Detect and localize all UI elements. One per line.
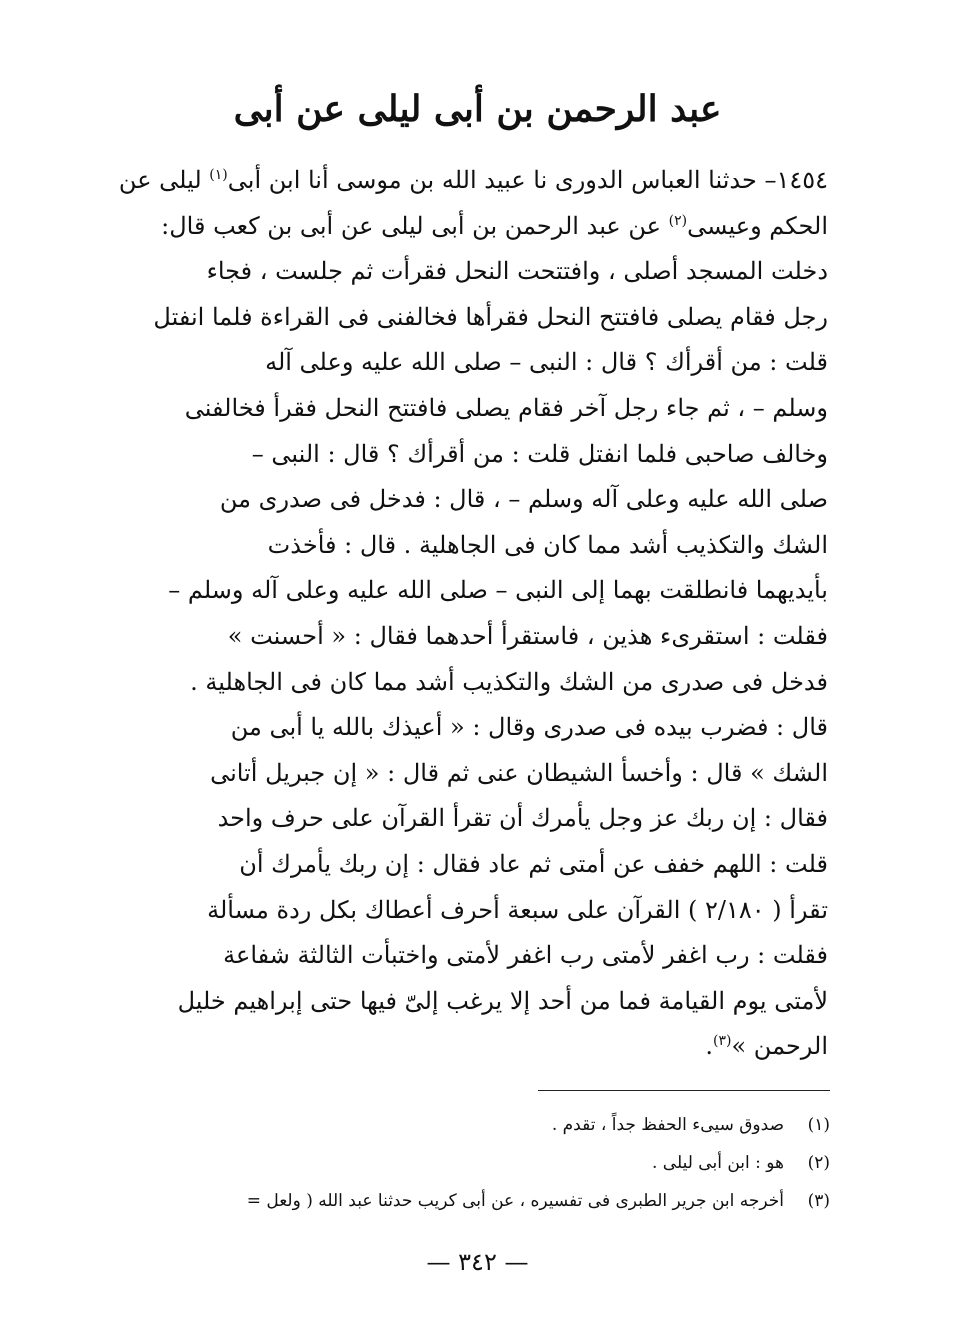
- text-line: لأمتى يوم القيامة فما من أحد إلا يرغب إلىّ فيها حتى إبراهيم خليل: [177, 986, 828, 1015]
- footnote-text: أخرجه ابن جرير الطبرى فى تفسيره ، عن أبى كريب حدثنا عبد الله ( ولعل =: [246, 1191, 784, 1211]
- text-line: دخلت المسجد أصلى ، وافتتحت النحل فقرأت ثم جلست ، فجاء: [206, 257, 828, 286]
- footnote-ref-3: (٣): [713, 1033, 732, 1050]
- page-number: — ٣٤٢ —: [426, 1248, 529, 1276]
- footnote-item: [128, 1182, 830, 1220]
- text-line: [118, 158, 828, 204]
- footnote-text: صدوق سيىء الحفظ جداً ، تقدم .: [551, 1115, 784, 1135]
- text-segment: ليلى عن: [118, 166, 202, 194]
- footnote-item: [128, 1106, 830, 1144]
- page-title: عبد الرحمن بن أبى ليلى عن أبى: [233, 88, 722, 130]
- footnotes: [128, 1106, 830, 1220]
- text-line: بأيديهما فانطلقت بهما إلى النبى – صلى الله عليه وعلى آله وسلم –: [168, 576, 828, 605]
- text-line: فدخل فى صدرى من الشك والتكذيب أشد مما كان فى الجاهلية .: [190, 667, 828, 696]
- text-line: قلت : اللهم خفف عن أمتى ثم عاد فقال : إن ربك يأمرك أن: [239, 849, 828, 878]
- hadith-body: [118, 158, 828, 1070]
- text-line: فقلت : رب اغفر لأمتى رب اغفر لأمتى واختبأت الثالثة شفاعة: [223, 941, 828, 970]
- footnote-divider: [538, 1090, 830, 1091]
- footnote-item: [128, 1144, 830, 1182]
- footnote-number: (٢): [807, 1153, 830, 1173]
- text-line: فقلت : استقرىء هذين ، فاستقرأ أحدهما فقال : « أحسنت »: [227, 621, 828, 650]
- footnote-text: هو : ابن أبى ليلى .: [651, 1153, 784, 1173]
- text-line: [128, 204, 828, 250]
- text-line: قلت : من أقرأك ؟ قال : النبى – صلى الله عليه وعلى آله: [265, 348, 828, 377]
- text-line: تقرأ ( ٢/١٨٠ ) القرآن على سبعة أحرف أعطاك بكل ردة مسألة: [207, 895, 828, 924]
- text-segment: – حدثنا العباس الدورى نا عبيد الله بن موسى أنا ابن أبى: [227, 166, 777, 194]
- text-segment: عن عبد الرحمن بن أبى ليلى عن أبى بن كعب قال:: [161, 211, 661, 240]
- footnote-ref-2: (٢): [668, 212, 688, 229]
- text-line: الشك والتكذيب أشد مما كان فى الجاهلية . قال : فأخذت: [267, 530, 828, 559]
- hadith-number: ١٤٥٤: [776, 166, 828, 194]
- footnote-number: (٣): [807, 1191, 830, 1211]
- text-line: وسلم – ، ثم جاء رجل آخر فقام يصلى فافتتح النحل فقرأ فخالفنى: [184, 393, 828, 422]
- text-line: وخالف صاحبى فلما انفتل قلت : من أقرأك ؟ قال : النبى –: [251, 439, 828, 468]
- footnote-ref-1: (١): [209, 167, 228, 183]
- text-line: الشك » قال : وأخسأ الشيطان عنى ثم قال : « إن جبريل أتانى: [210, 758, 828, 787]
- text-line: الرحمن »$^{(٣)}$.: [705, 1032, 828, 1061]
- text-line: قال : فضرب بيده فى صدرى وقال : « أعيذك بالله يا أبى من: [230, 713, 828, 742]
- footnote-number: (١): [807, 1115, 830, 1135]
- text-line: صلى الله عليه وعلى آله وسلم – ، قال : فدخل فى صدرى من: [219, 485, 828, 514]
- text-segment: الحكم وعيسى: [687, 211, 828, 240]
- text-line: فقال : إن ربك عز وجل يأمرك أن تقرأ القرآن على حرف واحد: [217, 804, 828, 833]
- text-line: رجل فقام يصلى فافتتح النحل فقرأها فخالفنى فى القراءة فلما انفتل: [153, 302, 828, 331]
- text-segment: الرحمن »: [731, 1032, 828, 1061]
